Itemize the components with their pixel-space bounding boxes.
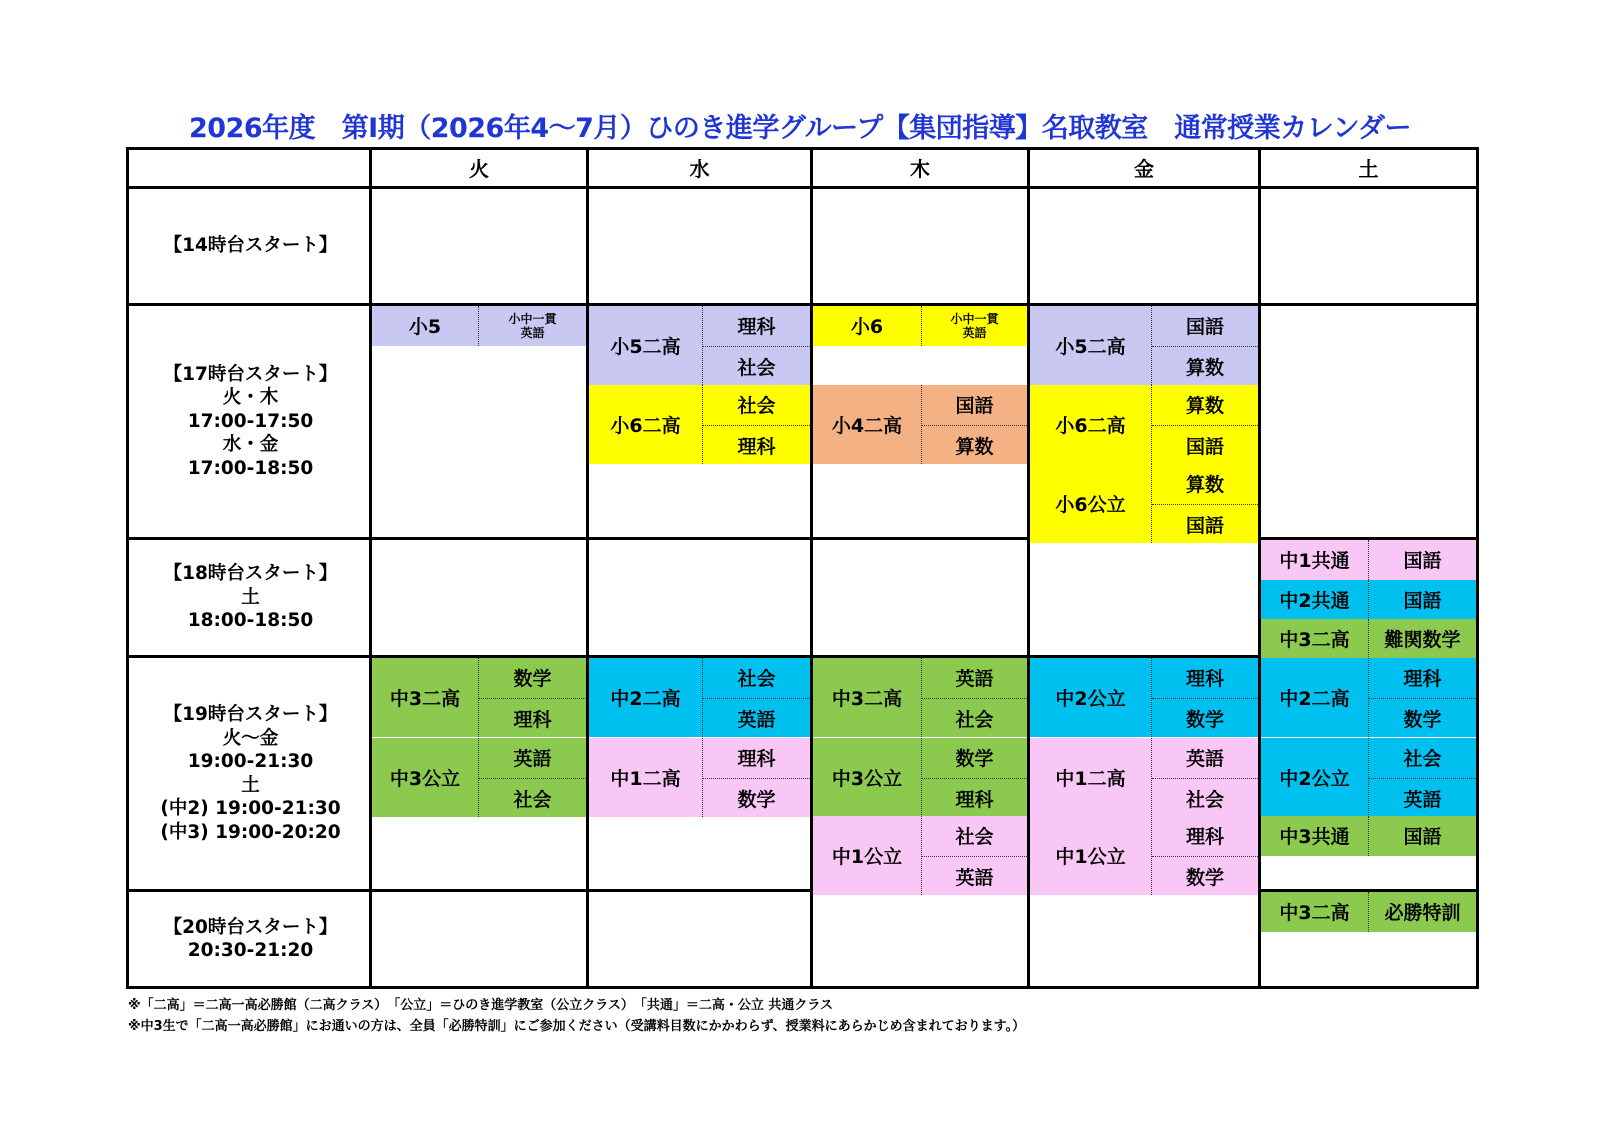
class-subject: 理科 xyxy=(737,748,776,771)
class-name: 小4二高 xyxy=(813,385,922,464)
class-subject: 算数 xyxy=(1152,346,1258,387)
time-slot-14 xyxy=(129,189,372,303)
class-block xyxy=(589,738,810,817)
class-name: 中2公立 xyxy=(1030,658,1152,737)
class-block xyxy=(1261,738,1476,817)
class-block xyxy=(372,738,586,817)
class-subject: 数学 xyxy=(513,668,552,691)
class-name: 中2二高 xyxy=(589,658,703,737)
class-subject: 国語 xyxy=(1403,550,1442,573)
class-subject: 理科 xyxy=(1403,668,1442,691)
class-block xyxy=(1030,385,1258,464)
time-slot-line: 水・金 xyxy=(222,434,279,456)
class-subject: 算数 xyxy=(1185,395,1224,418)
class-subject: 国語 xyxy=(1403,826,1442,849)
class-name: 中3公立 xyxy=(372,738,479,817)
footnote: ※「二高」＝二高一高必勝館（二高クラス） 「公立」＝ひのき進学教室（公立クラス） 「共通」＝二高・公立 共通クラス xyxy=(128,998,833,1013)
class-subject: 理科 xyxy=(703,425,810,466)
grid-line xyxy=(586,150,589,986)
class-block xyxy=(813,385,1027,464)
time-slot-line: 【19時台スタート】 xyxy=(163,704,338,725)
class-block xyxy=(1261,540,1476,580)
class-subject: 算数 xyxy=(1185,474,1224,497)
time-slot-line: 20:30-21:20 xyxy=(187,940,314,961)
class-subject: 算数 xyxy=(922,425,1027,466)
class-block xyxy=(1261,816,1476,856)
time-slot-19 xyxy=(129,658,372,889)
class-block xyxy=(813,306,1027,346)
page-title: 2026年度 第Ⅰ期（2026年4～7月）ひのき進学グループ【集団指導】名取教室 通常授業カレンダー xyxy=(189,113,1411,144)
class-subject-line: 英語 xyxy=(962,325,987,340)
time-slot-line: (中2) 19:00-21:30 xyxy=(160,798,341,819)
time-slot-line: 土 xyxy=(241,774,260,796)
class-subject: 数学 xyxy=(1152,698,1258,739)
class-name: 中3共通 xyxy=(1261,816,1369,856)
class-subject: 理科 xyxy=(479,698,586,739)
class-name: 小5二高 xyxy=(589,306,703,385)
class-subject: 理科 xyxy=(1185,826,1224,849)
time-slot-line: 【20時台スタート】 xyxy=(163,916,338,938)
class-name: 中2二高 xyxy=(1261,658,1369,737)
day-header-wed: 水 xyxy=(689,157,710,181)
class-name: 小5二高 xyxy=(1030,306,1152,385)
class-subject xyxy=(922,306,1027,346)
class-subject xyxy=(479,306,586,346)
class-subject: 数学 xyxy=(1369,698,1476,739)
class-block xyxy=(1030,306,1258,385)
class-subject: 理科 xyxy=(1185,668,1224,691)
class-subject: 必勝特訓 xyxy=(1384,902,1461,925)
time-slot-18 xyxy=(129,540,372,655)
class-subject: 社会 xyxy=(1403,748,1442,771)
class-block xyxy=(589,385,810,464)
time-slot-line: 17:00-17:50 xyxy=(187,410,314,432)
class-block xyxy=(1261,619,1476,659)
class-subject: 社会 xyxy=(703,346,810,387)
class-subject: 英語 xyxy=(955,668,994,691)
class-subject: 数学 xyxy=(955,748,994,771)
time-slot-line: 火・木 xyxy=(222,387,279,409)
class-subject: 難関数学 xyxy=(1384,629,1461,652)
class-subject: 英語 xyxy=(703,698,810,739)
class-block xyxy=(372,306,586,346)
day-header-sat: 土 xyxy=(1358,157,1379,181)
class-subject: 数学 xyxy=(1152,856,1258,897)
class-name: 中2公立 xyxy=(1261,738,1369,817)
class-block xyxy=(1261,892,1476,932)
time-slot-line: 火～金 xyxy=(222,727,279,749)
class-subject: 国語 xyxy=(1152,504,1258,545)
day-header-thu: 木 xyxy=(910,157,930,181)
class-name: 中3二高 xyxy=(1261,619,1369,659)
class-block xyxy=(813,738,1027,817)
class-block xyxy=(372,658,586,737)
class-name: 中1二高 xyxy=(589,738,703,817)
class-subject: 社会 xyxy=(955,826,994,849)
class-subject: 国語 xyxy=(1403,590,1442,613)
time-slot-line: 【14時台スタート】 xyxy=(163,235,338,257)
class-block xyxy=(813,816,1027,895)
class-subject-line: 小中一貫 xyxy=(508,311,557,326)
class-block xyxy=(1030,816,1258,895)
class-name: 小6二高 xyxy=(589,385,703,464)
class-name: 中1公立 xyxy=(813,816,922,895)
class-subject: 国語 xyxy=(955,395,994,418)
class-subject-line: 英語 xyxy=(520,325,545,340)
class-name: 中1公立 xyxy=(1030,816,1152,895)
class-subject: 数学 xyxy=(703,778,810,819)
class-subject: 社会 xyxy=(737,395,776,418)
class-name: 中3二高 xyxy=(1261,892,1369,932)
class-name: 中2共通 xyxy=(1261,580,1369,620)
class-block xyxy=(1030,658,1258,737)
class-name: 中1共通 xyxy=(1261,540,1369,580)
class-subject: 理科 xyxy=(922,778,1027,819)
time-slot-line: 17:00-18:50 xyxy=(187,457,314,479)
day-header-fri: 金 xyxy=(1134,157,1154,181)
class-block xyxy=(589,658,810,737)
schedule-grid xyxy=(126,147,1479,989)
class-block xyxy=(1030,464,1258,543)
time-slot-line: 土 xyxy=(241,586,260,608)
class-subject: 英語 xyxy=(922,856,1027,897)
time-slot-line: 【17時台スタート】 xyxy=(163,363,338,385)
time-slot-line: 19:00-21:30 xyxy=(187,751,314,772)
class-subject: 英語 xyxy=(513,748,552,771)
class-name: 中3公立 xyxy=(813,738,922,817)
class-subject: 社会 xyxy=(479,778,586,819)
class-subject: 英語 xyxy=(1369,778,1476,819)
class-block xyxy=(589,306,810,385)
class-subject: 国語 xyxy=(1185,316,1224,339)
class-name: 小6二高 xyxy=(1030,385,1152,464)
time-slot-line: 18:00-18:50 xyxy=(187,610,314,632)
time-slot-line: (中3) 19:00-20:20 xyxy=(160,821,341,843)
footnote: ※中3生で「二高一高必勝館」にお通いの方は、全員「必勝特訓」にご参加ください（受講料目数にかかわらず、授業料にあらかじめ含まれております。） xyxy=(128,1019,1026,1034)
class-name: 中3二高 xyxy=(813,658,922,737)
class-block xyxy=(813,658,1027,737)
class-block xyxy=(1261,658,1476,737)
class-subject-line: 小中一貫 xyxy=(950,311,999,326)
class-subject: 社会 xyxy=(1152,778,1258,819)
class-block xyxy=(1030,738,1258,817)
class-name: 小6公立 xyxy=(1030,464,1152,543)
class-subject: 理科 xyxy=(737,316,776,339)
class-name: 中3二高 xyxy=(372,658,479,737)
class-block xyxy=(1261,580,1476,620)
day-header-tue: 火 xyxy=(469,157,489,181)
class-subject: 社会 xyxy=(922,698,1027,739)
class-name: 小5 xyxy=(372,306,479,346)
time-slot-20 xyxy=(129,892,372,986)
time-slot-17 xyxy=(129,306,372,537)
class-name: 中1二高 xyxy=(1030,738,1152,817)
class-name: 小6 xyxy=(813,306,922,346)
time-slot-line: 【18時台スタート】 xyxy=(163,563,338,585)
class-subject: 社会 xyxy=(737,668,776,691)
class-subject: 英語 xyxy=(1185,748,1224,771)
class-subject: 国語 xyxy=(1152,425,1258,466)
